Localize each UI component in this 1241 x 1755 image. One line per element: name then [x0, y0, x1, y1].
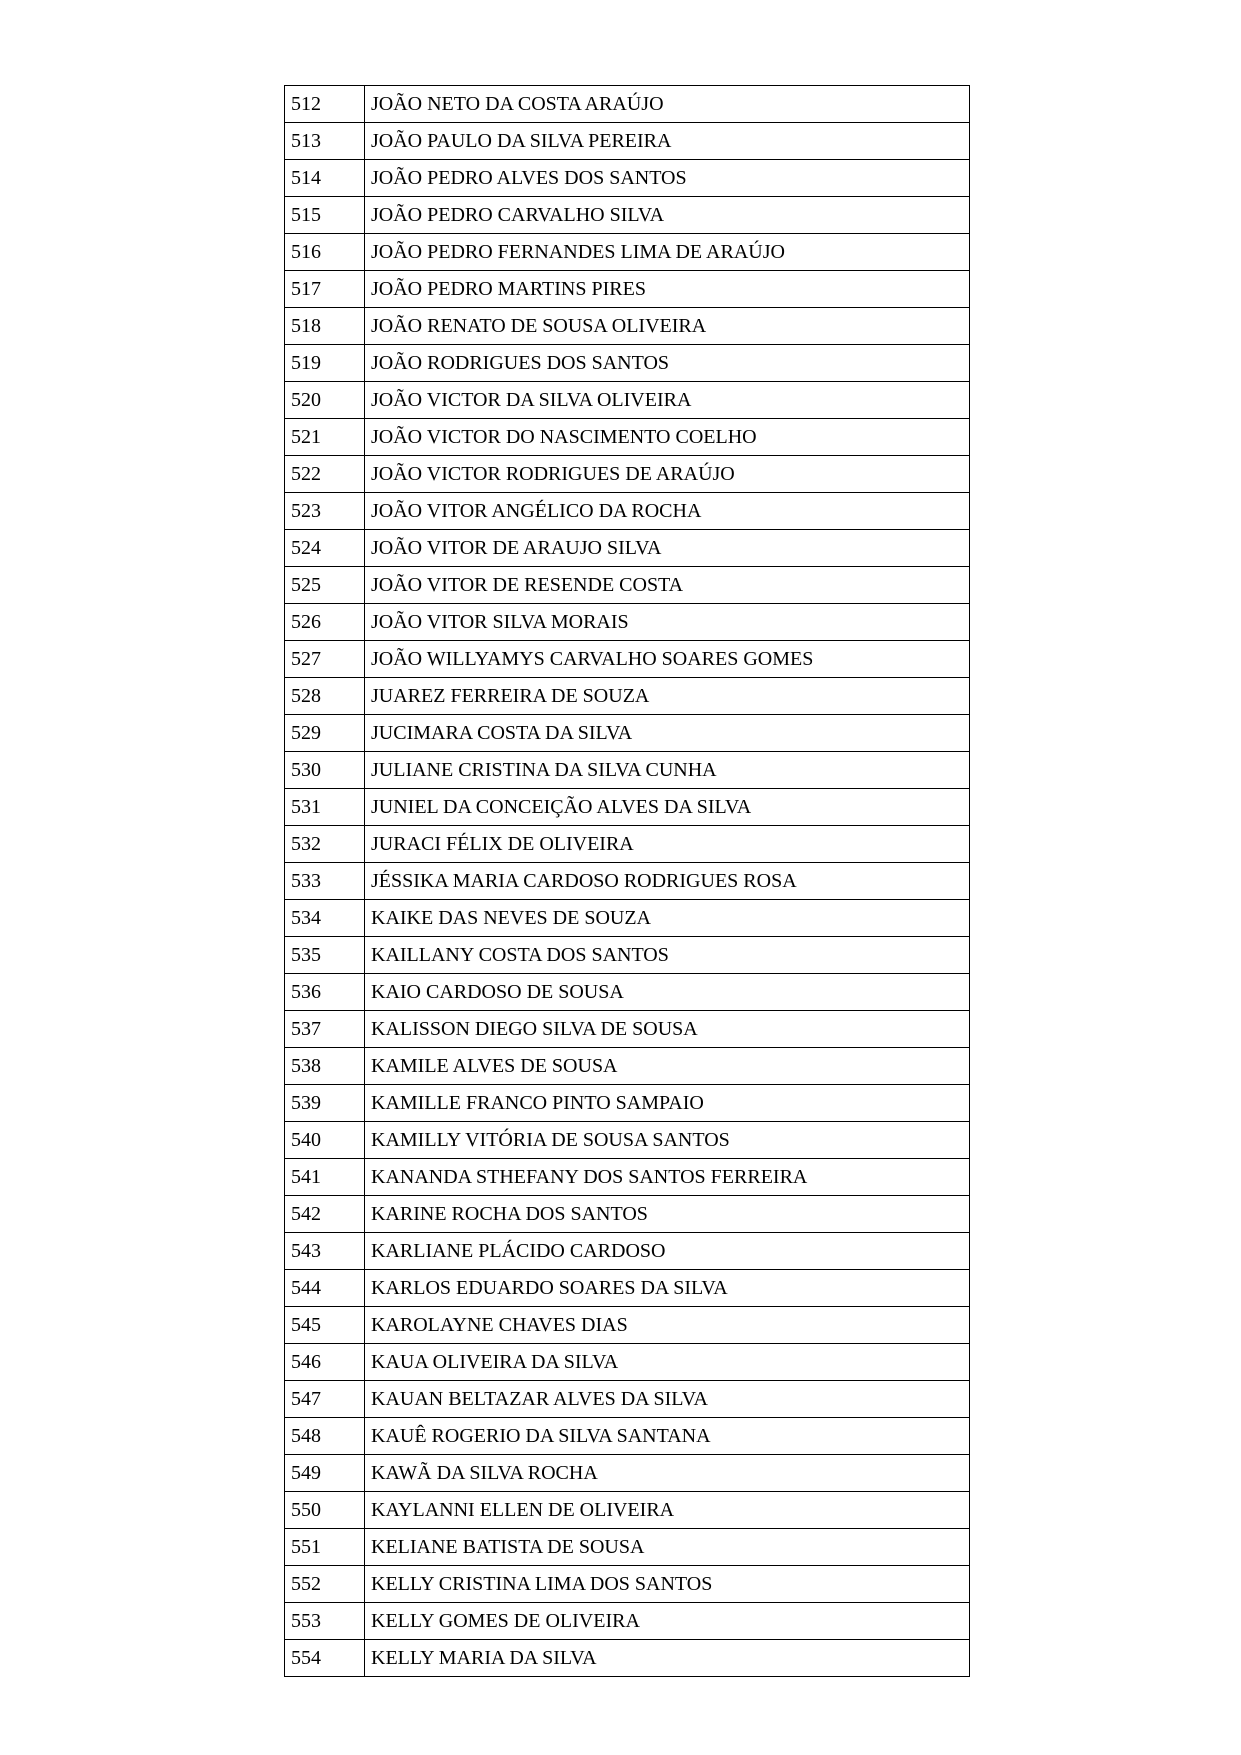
table-row: [285, 1603, 970, 1640]
table-row: [285, 1529, 970, 1566]
table-row: [285, 345, 970, 382]
person-name: JOÃO RODRIGUES DOS SANTOS: [365, 345, 970, 382]
person-name: KELIANE BATISTA DE SOUSA: [365, 1529, 970, 1566]
row-number: 540: [285, 1122, 365, 1159]
row-number: 513: [285, 123, 365, 160]
person-name: JOÃO PEDRO MARTINS PIRES: [365, 271, 970, 308]
person-name: JOÃO PEDRO ALVES DOS SANTOS: [365, 160, 970, 197]
table-row: [285, 1492, 970, 1529]
row-number: 542: [285, 1196, 365, 1233]
table-row: [285, 641, 970, 678]
person-name: KAWÃ DA SILVA ROCHA: [365, 1455, 970, 1492]
person-name: KELLY CRISTINA LIMA DOS SANTOS: [365, 1566, 970, 1603]
table-row: [285, 1085, 970, 1122]
person-name: KAYLANNI ELLEN DE OLIVEIRA: [365, 1492, 970, 1529]
row-number: 552: [285, 1566, 365, 1603]
table-row: [285, 382, 970, 419]
row-number: 527: [285, 641, 365, 678]
row-number: 524: [285, 530, 365, 567]
person-name: KAROLAYNE CHAVES DIAS: [365, 1307, 970, 1344]
person-name: JOÃO VITOR SILVA MORAIS: [365, 604, 970, 641]
table-row: [285, 715, 970, 752]
table-row: [285, 123, 970, 160]
table-row: [285, 197, 970, 234]
table-row: [285, 974, 970, 1011]
table-row: [285, 604, 970, 641]
row-number: 536: [285, 974, 365, 1011]
row-number: 528: [285, 678, 365, 715]
table-row: [285, 1122, 970, 1159]
row-number: 550: [285, 1492, 365, 1529]
table-row: [285, 1196, 970, 1233]
name-list-table: [284, 85, 970, 1677]
table-row: [285, 826, 970, 863]
table-row: [285, 937, 970, 974]
row-number: 512: [285, 86, 365, 123]
person-name: JOÃO RENATO DE SOUSA OLIVEIRA: [365, 308, 970, 345]
table-row: [285, 1455, 970, 1492]
table-row: [285, 752, 970, 789]
row-number: 515: [285, 197, 365, 234]
row-number: 554: [285, 1640, 365, 1677]
person-name: KAUÊ ROGERIO DA SILVA SANTANA: [365, 1418, 970, 1455]
row-number: 541: [285, 1159, 365, 1196]
person-name: KAILLANY COSTA DOS SANTOS: [365, 937, 970, 974]
person-name: JÉSSIKA MARIA CARDOSO RODRIGUES ROSA: [365, 863, 970, 900]
table-row: [285, 234, 970, 271]
row-number: 520: [285, 382, 365, 419]
row-number: 547: [285, 1381, 365, 1418]
person-name: JOÃO VITOR DE RESENDE COSTA: [365, 567, 970, 604]
table-row: [285, 1640, 970, 1677]
row-number: 548: [285, 1418, 365, 1455]
row-number: 530: [285, 752, 365, 789]
row-number: 539: [285, 1085, 365, 1122]
person-name: JOÃO PEDRO CARVALHO SILVA: [365, 197, 970, 234]
person-name: KAIKE DAS NEVES DE SOUZA: [365, 900, 970, 937]
table-row: [285, 1344, 970, 1381]
person-name: JOÃO VITOR DE ARAUJO SILVA: [365, 530, 970, 567]
row-number: 521: [285, 419, 365, 456]
table-row: [285, 86, 970, 123]
person-name: KAMILLE FRANCO PINTO SAMPAIO: [365, 1085, 970, 1122]
row-number: 533: [285, 863, 365, 900]
row-number: 532: [285, 826, 365, 863]
table-row: [285, 789, 970, 826]
table-row: [285, 308, 970, 345]
person-name: JUAREZ FERREIRA DE SOUZA: [365, 678, 970, 715]
row-number: 535: [285, 937, 365, 974]
person-name: JULIANE CRISTINA DA SILVA CUNHA: [365, 752, 970, 789]
row-number: 514: [285, 160, 365, 197]
person-name: JOÃO NETO DA COSTA ARAÚJO: [365, 86, 970, 123]
table-row: [285, 1566, 970, 1603]
person-name: JOÃO VICTOR DO NASCIMENTO COELHO: [365, 419, 970, 456]
row-number: 522: [285, 456, 365, 493]
table-row: [285, 530, 970, 567]
person-name: JUNIEL DA CONCEIÇÃO ALVES DA SILVA: [365, 789, 970, 826]
person-name: JOÃO WILLYAMYS CARVALHO SOARES GOMES: [365, 641, 970, 678]
table-row: [285, 863, 970, 900]
row-number: 551: [285, 1529, 365, 1566]
table-row: [285, 678, 970, 715]
person-name: KALISSON DIEGO SILVA DE SOUSA: [365, 1011, 970, 1048]
table-row: [285, 419, 970, 456]
table-row: [285, 1381, 970, 1418]
person-name: JOÃO PAULO DA SILVA PEREIRA: [365, 123, 970, 160]
row-number: 544: [285, 1270, 365, 1307]
table-row: [285, 456, 970, 493]
person-name: JOÃO VITOR ANGÉLICO DA ROCHA: [365, 493, 970, 530]
row-number: 549: [285, 1455, 365, 1492]
table-row: [285, 1159, 970, 1196]
row-number: 553: [285, 1603, 365, 1640]
row-number: 519: [285, 345, 365, 382]
table-row: [285, 1233, 970, 1270]
table-row: [285, 900, 970, 937]
table-row: [285, 1418, 970, 1455]
person-name: KARLIANE PLÁCIDO CARDOSO: [365, 1233, 970, 1270]
table-row: [285, 160, 970, 197]
row-number: 526: [285, 604, 365, 641]
person-name: JOÃO VICTOR DA SILVA OLIVEIRA: [365, 382, 970, 419]
table-row: [285, 1011, 970, 1048]
name-list-body: [285, 86, 970, 1677]
row-number: 523: [285, 493, 365, 530]
person-name: KELLY MARIA DA SILVA: [365, 1640, 970, 1677]
person-name: KAUAN BELTAZAR ALVES DA SILVA: [365, 1381, 970, 1418]
row-number: 538: [285, 1048, 365, 1085]
row-number: 543: [285, 1233, 365, 1270]
row-number: 534: [285, 900, 365, 937]
row-number: 517: [285, 271, 365, 308]
person-name: KARLOS EDUARDO SOARES DA SILVA: [365, 1270, 970, 1307]
table-row: [285, 1270, 970, 1307]
person-name: KAMILLY VITÓRIA DE SOUSA SANTOS: [365, 1122, 970, 1159]
row-number: 516: [285, 234, 365, 271]
person-name: KAMILE ALVES DE SOUSA: [365, 1048, 970, 1085]
row-number: 537: [285, 1011, 365, 1048]
person-name: KAUA OLIVEIRA DA SILVA: [365, 1344, 970, 1381]
person-name: KELLY GOMES DE OLIVEIRA: [365, 1603, 970, 1640]
table-row: [285, 493, 970, 530]
row-number: 525: [285, 567, 365, 604]
table-row: [285, 271, 970, 308]
person-name: JOÃO PEDRO FERNANDES LIMA DE ARAÚJO: [365, 234, 970, 271]
row-number: 545: [285, 1307, 365, 1344]
person-name: KAIO CARDOSO DE SOUSA: [365, 974, 970, 1011]
person-name: KARINE ROCHA DOS SANTOS: [365, 1196, 970, 1233]
table-row: [285, 1307, 970, 1344]
person-name: JURACI FÉLIX DE OLIVEIRA: [365, 826, 970, 863]
row-number: 529: [285, 715, 365, 752]
row-number: 546: [285, 1344, 365, 1381]
row-number: 531: [285, 789, 365, 826]
row-number: 518: [285, 308, 365, 345]
table-row: [285, 567, 970, 604]
table-row: [285, 1048, 970, 1085]
person-name: KANANDA STHEFANY DOS SANTOS FERREIRA: [365, 1159, 970, 1196]
person-name: JUCIMARA COSTA DA SILVA: [365, 715, 970, 752]
person-name: JOÃO VICTOR RODRIGUES DE ARAÚJO: [365, 456, 970, 493]
